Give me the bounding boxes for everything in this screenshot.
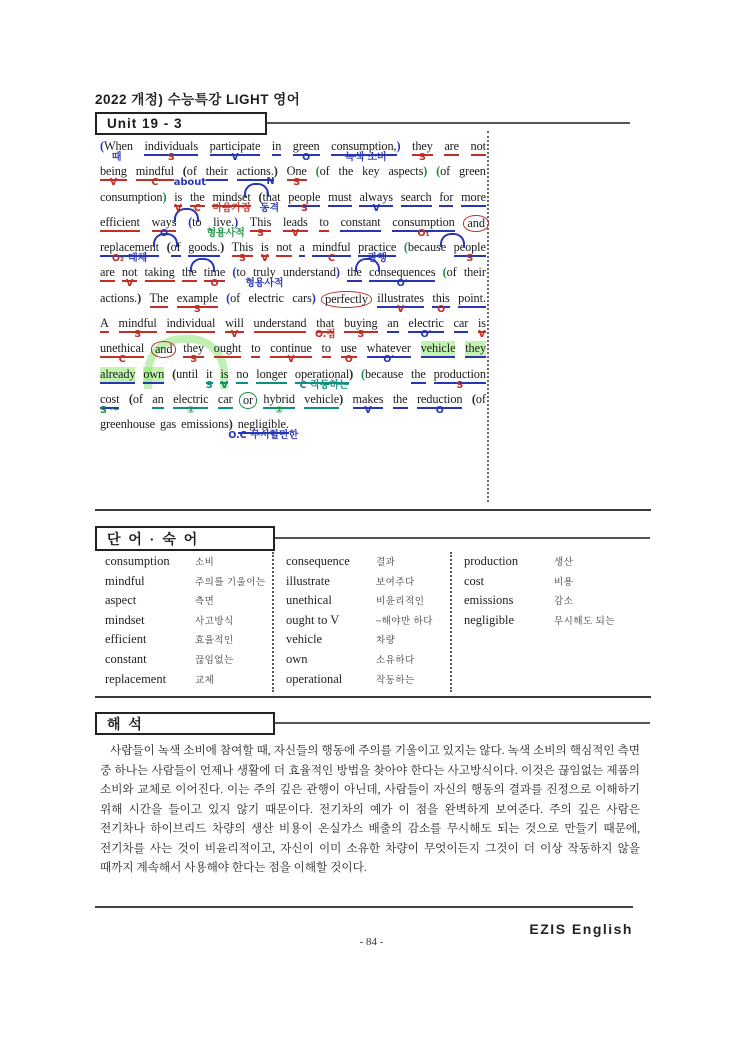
- vocab-row: [286, 632, 450, 652]
- vocab-meaning: 효율적인: [195, 636, 234, 647]
- handwritten-annotation: 때: [111, 152, 122, 163]
- passage-token: (until: [172, 366, 199, 381]
- handwritten-annotation: O.C 무시할만한: [228, 430, 299, 442]
- handwritten-annotation: S: [456, 379, 464, 391]
- vocab-word: consumption: [105, 554, 170, 568]
- passage-token: time O: [204, 265, 225, 290]
- vocab-word: aspect: [105, 593, 137, 608]
- vocab-word: efficient: [105, 632, 147, 647]
- footer-rule: [95, 906, 633, 908]
- passage-token: the: [393, 392, 408, 417]
- passage-token: are: [444, 139, 459, 164]
- passage-token: (of: [471, 391, 486, 406]
- handwritten-annotation: V: [230, 329, 239, 341]
- handwritten-annotation: O₁: [417, 227, 430, 239]
- handwritten-annotation: V: [261, 253, 269, 265]
- vocab-meaning: 감소: [554, 597, 574, 608]
- handwritten-annotation: S: [205, 379, 213, 391]
- handwritten-annotation: 녹색 소비: [344, 152, 387, 163]
- vocab-word: mindset: [105, 612, 145, 627]
- handwritten-annotation: S 〜: [100, 404, 120, 416]
- vocab-word: ought to V: [286, 612, 340, 627]
- passage-token: this O: [432, 290, 450, 315]
- vocab-word: constant: [105, 651, 147, 666]
- passage-token: vehicle): [304, 392, 343, 417]
- passage-token: in: [272, 139, 281, 164]
- passage-token: electric ①: [173, 391, 209, 416]
- passage-token: people S: [288, 189, 321, 214]
- passage-token: green O: [292, 139, 320, 163]
- handwritten-annotation: 관행: [367, 253, 387, 265]
- handwritten-annotation: S: [190, 354, 197, 366]
- passage-token: constant: [340, 215, 380, 240]
- passage-token: The: [150, 291, 169, 316]
- passage-token: consumption): [100, 189, 167, 204]
- passage-token: actions.): [100, 290, 142, 305]
- unit-box: [95, 112, 267, 135]
- passage-token: an: [387, 316, 398, 341]
- handwritten-annotation: 형용사적: [245, 278, 284, 290]
- passage-token: (to: [232, 265, 246, 280]
- passage-token: (because: [360, 366, 404, 381]
- vocab-row: [464, 574, 645, 594]
- passage-token: more: [461, 190, 486, 215]
- passage-token: leads V: [282, 214, 308, 239]
- passage-token: continue V: [270, 341, 312, 366]
- section-divider-bottom: [95, 696, 651, 698]
- passage-token: own: [143, 367, 164, 392]
- passage-token: will V: [225, 316, 244, 341]
- vocab-column: [272, 554, 450, 691]
- passage-token: unethical C: [100, 341, 145, 366]
- vocab-meaning: 끊임없는: [195, 655, 234, 666]
- passage-token: electric: [248, 290, 284, 305]
- passage-token: longer: [256, 367, 287, 392]
- passage-token: This S: [249, 214, 272, 239]
- passage-token: is V: [220, 366, 229, 391]
- passage-token: the C: [189, 189, 205, 214]
- handwritten-annotation: S: [357, 329, 365, 341]
- vocab-row: [464, 613, 645, 633]
- passage-token: an: [152, 392, 163, 417]
- passage-token: truly 형용사적: [245, 265, 284, 290]
- handwritten-annotation: O': [420, 329, 432, 341]
- passage-token: to: [251, 341, 260, 366]
- handwritten-annotation: C: [118, 354, 126, 366]
- passage-token: illustrates V: [377, 290, 424, 315]
- passage-token: that O.접: [315, 316, 336, 341]
- passage-token: (because: [403, 240, 447, 255]
- passage-token: understand): [282, 265, 340, 280]
- passage-token: green: [459, 164, 486, 179]
- passage-line: [100, 240, 486, 265]
- vocab-row: [286, 652, 450, 672]
- passage-token: (of: [167, 240, 181, 265]
- passage-token: vehicle: [421, 341, 456, 366]
- passage-token: mindful C: [135, 164, 174, 189]
- passage-token: not V: [121, 265, 138, 290]
- vocab-column: [450, 554, 645, 691]
- handwritten-annotation: C 작동하는: [299, 379, 349, 391]
- passage-line: [100, 139, 486, 164]
- vocab-row: [105, 593, 272, 613]
- passage-token: no: [236, 367, 248, 392]
- passage-token: greenhouse: [100, 417, 155, 432]
- vocab-box-rule: [273, 537, 650, 539]
- vocab-meaning: 무시해도 되는: [554, 616, 615, 627]
- passage-token: production S: [433, 366, 486, 391]
- vocab-row: [105, 672, 272, 692]
- handwritten-annotation: S: [257, 227, 264, 239]
- section-divider-top: [95, 509, 651, 511]
- passage-token: One S: [286, 164, 307, 189]
- passage-token: the: [338, 164, 354, 179]
- passage-token: car: [454, 316, 469, 341]
- passage-line: [100, 291, 486, 316]
- handwritten-annotation: O: [437, 303, 446, 315]
- passage-line: [100, 341, 486, 366]
- vocab-table: [105, 554, 645, 691]
- vocab-row: [464, 554, 645, 574]
- passage-token: search: [401, 190, 432, 215]
- vocab-row: [286, 554, 450, 574]
- vocab-meaning: ~해야만 하다: [376, 616, 433, 627]
- translation-box-rule: [273, 722, 650, 724]
- vocab-word: unethical: [286, 593, 332, 608]
- passage-token: and: [466, 215, 485, 240]
- handwritten-annotation: V: [125, 278, 134, 290]
- passage-token: cost S 〜: [100, 391, 120, 416]
- vocab-meaning: 사고방식: [195, 616, 234, 627]
- handwritten-annotation: O: [159, 227, 168, 239]
- passage-token: consumption,) 녹색 소비: [331, 139, 401, 163]
- vocab-word: vehicle: [286, 632, 323, 647]
- passage-token: the: [182, 265, 197, 290]
- vocab-meaning: 비용: [554, 577, 574, 588]
- handwritten-annotation: O: [210, 278, 219, 290]
- handwritten-annotation: V: [220, 379, 229, 391]
- passage-line: [100, 316, 486, 341]
- passage-token: and: [154, 341, 173, 366]
- vocab-row: [105, 652, 272, 672]
- passage-token: (of about: [173, 164, 206, 189]
- passage-token: replacement O₂ 대체: [100, 240, 159, 265]
- passage-token: operational) C 작동하는: [294, 366, 354, 391]
- passage-token: actions.): [237, 164, 278, 189]
- passage-token: efficient: [100, 215, 140, 240]
- header-title: 2022 개정) 수능특강 LIGHT 영어: [95, 92, 301, 107]
- handwritten-annotation: V: [109, 177, 118, 189]
- handwritten-annotation: 마음가짐: [212, 202, 251, 214]
- passage-token: perfectly: [324, 291, 369, 316]
- passage-token: consequences O': [369, 265, 435, 290]
- vocab-row: [286, 574, 450, 594]
- passage-token: reduction O: [416, 391, 463, 416]
- passage-token: (of: [436, 164, 451, 179]
- handwritten-annotation: S: [167, 152, 175, 163]
- passage-line: [100, 164, 486, 189]
- passage-token: N (that 동격: [258, 190, 280, 215]
- vocab-meaning: 보여주다: [376, 577, 415, 588]
- passage-token: buying S: [343, 316, 378, 341]
- passage-token: hybrid ②: [263, 391, 295, 416]
- passage-token: mindful C: [312, 240, 351, 265]
- passage-token: live.) 형용사적: [206, 214, 245, 239]
- passage-token: being V: [100, 164, 127, 189]
- unit-box-rule: [265, 122, 630, 124]
- passage-token: is V: [174, 189, 183, 214]
- passage-token: a: [299, 240, 304, 265]
- handwritten-annotation: V: [231, 152, 239, 163]
- passage-token: not: [276, 240, 291, 265]
- passage-token: the: [347, 265, 362, 290]
- handwritten-annotation: V: [478, 329, 486, 341]
- vocab-word: replacement: [105, 671, 167, 686]
- handwritten-annotation: V: [372, 202, 380, 214]
- passage-token: example S: [176, 290, 218, 315]
- handwritten-annotation: V: [396, 303, 405, 315]
- passage-dotted-divider: [487, 131, 489, 502]
- handwritten-annotation: C: [151, 177, 159, 189]
- handwritten-annotation: C: [193, 202, 201, 214]
- page-number: - 84 -: [359, 936, 384, 948]
- handwritten-annotation: O: [435, 404, 444, 416]
- vocab-row: [464, 593, 645, 613]
- passage-token: (of: [442, 265, 457, 280]
- handwritten-annotation: V: [364, 404, 372, 416]
- handwritten-annotation: V: [174, 202, 182, 214]
- passage-token: is V: [260, 240, 269, 265]
- handwritten-annotation: S: [134, 329, 141, 341]
- translation-text: 사람들이 녹색 소비에 참여할 때, 자신들의 행동에 주의를 기울이고 있지는 않다. 녹색 소비의 핵심적인 측면 중 하나는 사람들이 언제나 생활에 더 효율적인 방법을 찾아야 한다는 사고방식이다. 이것은 끊임없는 제품의 소비와 교체로 이어진다. 이는 주의 깊은 관행이 아닌데, 사람들이 자신의 행동의 결과를 진정으로 이해하기 위해 시간을 들이고 있지 않기 때문이다. 전기차의 예가 이 점을 완벽하게 보여준다. 주의 깊은 사람은 전기차나 하이브리드 차량의 생산 비용이 온실가스 배출의 감소를 무시해도 되는 것으로 만들기 때문에, 전기차를 사는 것이 비윤리적이고, 자신이 이미 소유한 차량이 무엇이든지 그것이 더 이상 작동하지 않을 때까지 계속해서 사용해야 한다는 점을 이해할 것이다.: [100, 744, 640, 874]
- passage-token: the: [411, 367, 426, 392]
- vocab-word: production: [464, 554, 519, 568]
- passage-token: it S: [205, 366, 213, 391]
- handwritten-annotation: V: [287, 354, 295, 366]
- passage-token: or: [242, 392, 254, 417]
- vocab-word: mindful: [105, 573, 145, 588]
- handwritten-annotation: about: [173, 177, 206, 189]
- handwritten-annotation: S: [239, 253, 246, 265]
- passage-token: they S: [183, 341, 204, 366]
- passage-token: taking: [145, 265, 175, 290]
- passage-token: (When 때: [100, 139, 133, 163]
- passage-token: cars): [292, 290, 316, 305]
- passage-token: (of: [226, 290, 241, 305]
- passage-token: (to: [188, 215, 201, 240]
- handwritten-annotation: O': [383, 354, 395, 366]
- vocab-column-separator: [272, 552, 274, 692]
- vocab-column-separator: [450, 552, 452, 692]
- handwritten-annotation: O': [396, 278, 408, 290]
- handwritten-annotation: 형용사적: [206, 227, 245, 239]
- passage-token: their: [463, 265, 486, 280]
- passage-token: participate V: [209, 139, 261, 163]
- handwritten-annotation: V: [291, 227, 299, 239]
- handwritten-annotation: O.접: [315, 329, 336, 341]
- passage-token: not: [471, 139, 486, 164]
- handwritten-annotation: S: [419, 152, 426, 163]
- vocab-word: negligible: [464, 612, 514, 627]
- handwritten-annotation: 동격: [259, 202, 280, 214]
- passage-token: understand: [254, 316, 307, 341]
- passage-token: is V: [477, 316, 486, 341]
- passage-token: aspects): [388, 164, 428, 179]
- vocab-section-box: [95, 526, 275, 551]
- passage-token: negligible. O.C 무시할만한: [228, 417, 299, 442]
- passage-token: mindful S: [118, 316, 157, 341]
- passage-token: always V: [359, 189, 393, 214]
- vocab-meaning: 작동하는: [376, 675, 415, 686]
- passage-token: gas: [160, 417, 177, 432]
- passage-token: consumption O₁: [392, 214, 455, 239]
- vocab-word: illustrate: [286, 573, 330, 588]
- passage-token: electric O': [408, 316, 444, 341]
- vocab-meaning: 결과: [376, 558, 396, 568]
- brand-text: EZIS English: [529, 921, 633, 937]
- passage-token: people S: [454, 240, 486, 265]
- handwritten-annotation: O₂ 대체: [111, 253, 148, 265]
- passage-line: [100, 367, 486, 392]
- handwritten-annotation: S: [300, 202, 308, 214]
- vocab-word: operational: [286, 671, 343, 686]
- vocab-row: [105, 554, 272, 574]
- passage-token: already: [100, 367, 135, 392]
- vocab-meaning: 생산: [554, 558, 574, 568]
- passage-token: individual: [166, 316, 215, 341]
- passage-token: practice 관행: [358, 240, 397, 265]
- vocab-column: [105, 554, 272, 691]
- passage: [100, 139, 486, 443]
- unit-label: Unit 19 - 3: [107, 116, 183, 131]
- passage-token: makes V: [352, 391, 384, 416]
- passage-token: their: [206, 164, 228, 189]
- passage-token: car: [218, 392, 233, 417]
- passage-token: use O: [340, 341, 357, 366]
- passage-token: ought: [214, 341, 242, 366]
- vocab-meaning: 주의를 기울이는: [195, 577, 266, 588]
- passage-token: emissions): [181, 417, 233, 432]
- handwritten-annotation: ①: [186, 404, 195, 416]
- passage-token: are: [100, 265, 115, 290]
- handwritten-annotation: C: [328, 253, 335, 265]
- vocab-meaning: 비윤리적인: [376, 597, 425, 608]
- passage-line: [100, 417, 486, 442]
- passage-token: individuals S: [144, 139, 199, 163]
- vocab-word: own: [286, 651, 308, 666]
- passage-token: point.: [458, 291, 486, 316]
- passage-token: This S: [231, 240, 254, 265]
- handwritten-annotation: S: [193, 303, 201, 315]
- translation-section-box: [95, 712, 275, 735]
- vocab-row: [286, 672, 450, 692]
- passage-token: to: [319, 215, 328, 240]
- passage-token: (of: [315, 164, 330, 179]
- passage-token: they S: [412, 139, 433, 163]
- vocab-word: cost: [464, 573, 485, 588]
- handwritten-annotation: S: [466, 253, 474, 265]
- vocab-row: [286, 613, 450, 633]
- vocab-word: emissions: [464, 593, 514, 608]
- vocab-row: [105, 574, 272, 594]
- passage-token: to: [322, 341, 331, 366]
- translation-section-title: 해 석: [107, 715, 144, 732]
- vocab-meaning: 교체: [195, 675, 215, 686]
- passage-token: for: [439, 190, 453, 215]
- handwritten-annotation: ②: [275, 404, 284, 416]
- passage-token: goods.): [188, 240, 224, 265]
- vocab-section-title: 단 어 · 숙 어: [107, 530, 200, 547]
- handwritten-annotation: O: [302, 152, 311, 163]
- vocab-word: consequence: [286, 554, 350, 568]
- passage-token: they: [465, 341, 486, 366]
- passage-token: (of: [128, 391, 143, 406]
- vocab-meaning: 소비: [195, 558, 215, 568]
- vocab-meaning: 측면: [195, 597, 215, 608]
- passage-token: mindset 마음가짐: [212, 189, 251, 214]
- handwritten-annotation: S: [293, 177, 301, 189]
- vocab-row: [286, 593, 450, 613]
- vocab-row: [105, 613, 272, 633]
- vocab-row: [105, 632, 272, 652]
- passage-token: key: [362, 164, 380, 179]
- passage-token: A: [100, 316, 109, 341]
- vocab-meaning: 소유하다: [376, 655, 415, 666]
- vocab-meaning: 차량: [376, 636, 396, 647]
- passage-token: ways O: [151, 214, 177, 239]
- passage-token: must: [328, 190, 352, 215]
- handwritten-annotation: O: [344, 354, 353, 366]
- passage-line: [100, 265, 486, 290]
- passage-token: whatever O': [366, 341, 411, 366]
- passage-line: [100, 392, 486, 417]
